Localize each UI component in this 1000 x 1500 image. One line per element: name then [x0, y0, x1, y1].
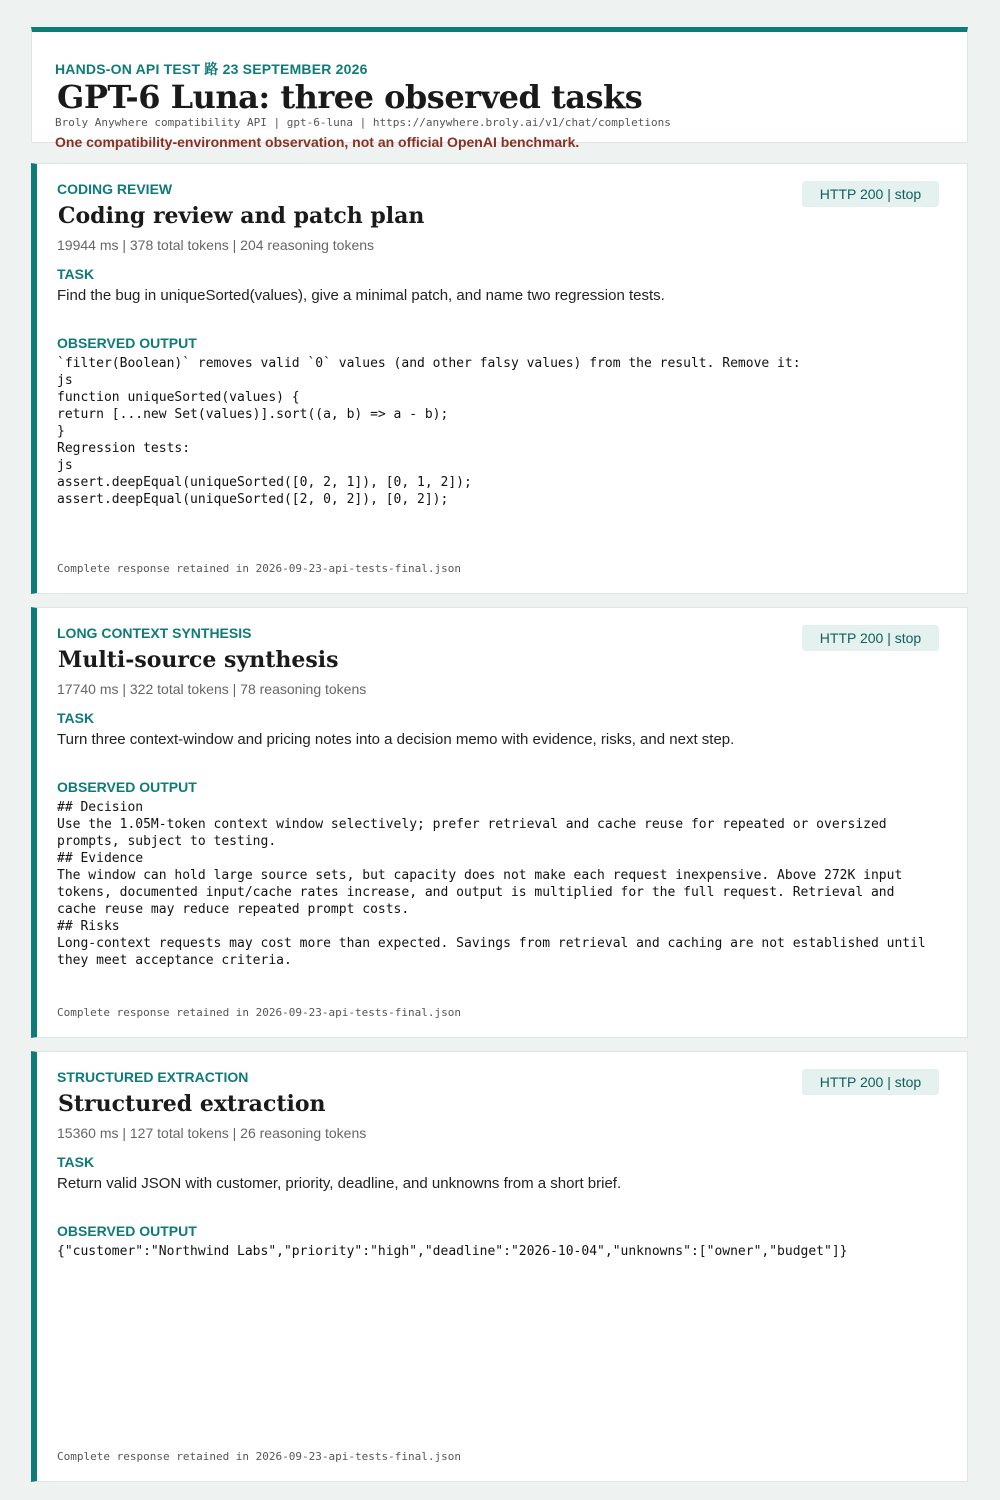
card-category: STRUCTURED EXTRACTION — [57, 1069, 249, 1085]
output-label: OBSERVED OUTPUT — [57, 779, 197, 795]
retention-note: Complete response retained in 2026-09-23-api-tests-final.json — [57, 1006, 461, 1019]
task-card-long-context — [31, 607, 968, 1038]
task-label: TASK — [57, 266, 95, 282]
card-category: CODING REVIEW — [57, 181, 173, 197]
task-label: TASK — [57, 710, 95, 726]
task-card-coding-review — [31, 163, 968, 594]
card-category: LONG CONTEXT SYNTHESIS — [57, 625, 252, 641]
observed-output: `filter(Boolean)` removes valid `0` values (and other falsy values) from the result. Remove it: js function uniqueSorted(values) { return [...new Set(values)].sort((a, b) => a - b); } Regression tests: js assert.deepEqual(uniqueSorted([0, 2, 1]), [0, 1, 2]); assert.deepEqual(uniqueSorted([2, 0, 2]), [0, 2]); — [57, 356, 801, 507]
report-kicker: HANDS-ON API TEST 路 23 SEPTEMBER 2026 — [55, 61, 368, 77]
observed-output: {"customer":"Northwind Labs","priority":"high","deadline":"2026-10-04","unknowns":["owner","budget"]} — [57, 1244, 848, 1259]
task-text: Find the bug in uniqueSorted(values), give a minimal patch, and name two regression tests. — [57, 287, 665, 304]
task-text: Return valid JSON with customer, priority, deadline, and unknowns from a short brief. — [57, 1175, 622, 1192]
disclaimer: One compatibility-environment observation, not an official OpenAI benchmark. — [55, 134, 580, 150]
api-meta-line: Broly Anywhere compatibility API | gpt-6-luna | https://anywhere.broly.ai/v1/chat/completions — [55, 116, 671, 129]
observed-output: ## Decision Use the 1.05M-token context window selectively; prefer retrieval and cache reuse for repeated or oversized prompts, subject to testing. ## Evidence The window can hold large source sets, but capacity does not make each request inexpensive. Above 272K input tokens, documented input/cache rates increase, and output is multiplied for the full request. Retrieval and cache reuse may reduce repeated prompt costs. ## Risks Long-context requests may cost more than expected. Savings from retrieval and caching are not established until they meet acceptance criteria. — [57, 800, 926, 968]
card-stats: 19944 ms | 378 total tokens | 204 reasoning tokens — [57, 237, 375, 253]
retention-note: Complete response retained in 2026-09-23-api-tests-final.json — [57, 1450, 461, 1463]
card-title: Structured extraction — [58, 1091, 326, 1117]
output-label: OBSERVED OUTPUT — [57, 335, 197, 351]
status-badge: HTTP 200 | stop — [802, 1069, 939, 1095]
task-label: TASK — [57, 1154, 95, 1170]
task-text: Turn three context-window and pricing notes into a decision memo with evidence, risks, and next step. — [57, 731, 735, 748]
report-header — [31, 27, 968, 150]
card-title: Coding review and patch plan — [58, 203, 425, 229]
output-label: OBSERVED OUTPUT — [57, 1223, 197, 1239]
status-badge: HTTP 200 | stop — [802, 181, 939, 207]
retention-note: Complete response retained in 2026-09-23-api-tests-final.json — [57, 562, 461, 575]
card-stats: 15360 ms | 127 total tokens | 26 reasoning tokens — [57, 1125, 367, 1141]
card-title: Multi-source synthesis — [58, 647, 339, 673]
task-card-structured-extraction — [31, 1051, 968, 1482]
status-badge: HTTP 200 | stop — [802, 625, 939, 651]
card-stats: 17740 ms | 322 total tokens | 78 reasoning tokens — [57, 681, 367, 697]
page-title: GPT-6 Luna: three observed tasks — [57, 78, 643, 116]
